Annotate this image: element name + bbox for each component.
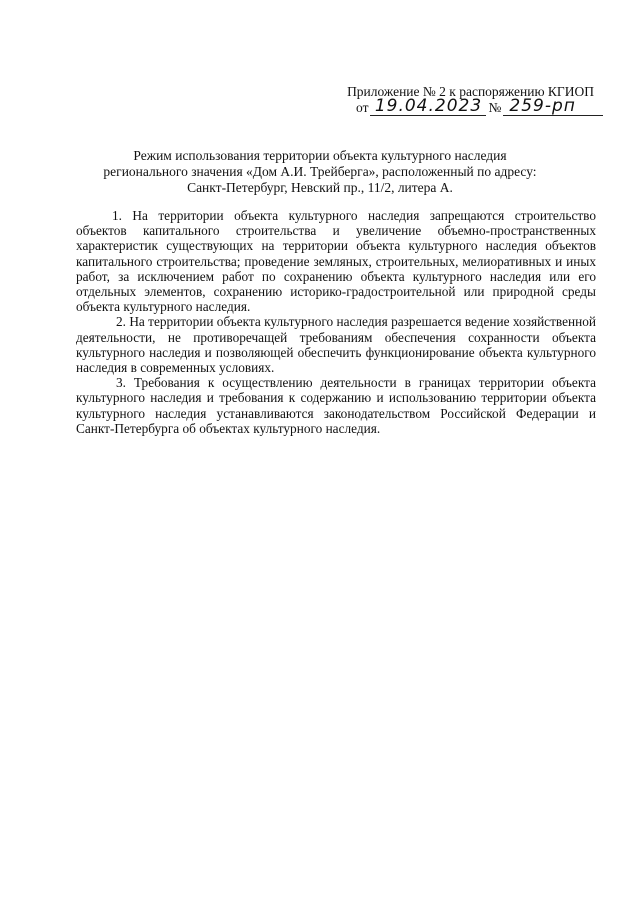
- paragraph-2: 2. На территории объекта культурного наследия разрешается ведение хозяйственной деятельности, не противоречащей требованиям обеспечения сохранности объекта культурного наследия и позволяющей обеспечить функционирование объекта культурного наследия в современных условиях.: [76, 314, 596, 376]
- paragraph-3: 3. Требования к осуществлению деятельности в границах территории объекта культурного наследия и требования к содержанию и использованию территории объекта культурного наследия устанавливаются законодательством Российской Федерации и Санкт-Петербурга об объектах культурного наследия.: [76, 375, 596, 436]
- from-label: от: [356, 100, 369, 115]
- title-line-1: Режим использования территории объекта культурного наследия: [133, 148, 507, 163]
- order-number: 259-рп: [503, 97, 603, 116]
- document-title: [0, 148, 640, 196]
- title-line-2: регионального значения «Дом А.И. Трейберга», расположенный по адресу:: [103, 164, 537, 179]
- paragraph-1: 1. На территории объекта культурного наследия запрещаются строительство объектов капитального строительства и увеличение объемно-пространственных характеристик существующих на территории объекта культурного наследия объектов капитального строительства; проведение земляных, строительных, мелиоративных и иных работ, за исключением работ по сохранению объекта культурного наследия или его отдельных элементов, сохранению историко-градостроительной или природной среды объекта культурного наследия.: [76, 208, 596, 315]
- number-label: №: [488, 100, 502, 115]
- document-body: [76, 208, 596, 436]
- appendix-reference: Приложение № 2 к распоряжению КГИОП: [347, 84, 594, 99]
- title-line-3: Санкт-Петербург, Невский пр., 11/2, литера А.: [187, 180, 453, 195]
- order-date-number: [356, 97, 605, 116]
- order-date: 19.04.2023: [370, 97, 486, 116]
